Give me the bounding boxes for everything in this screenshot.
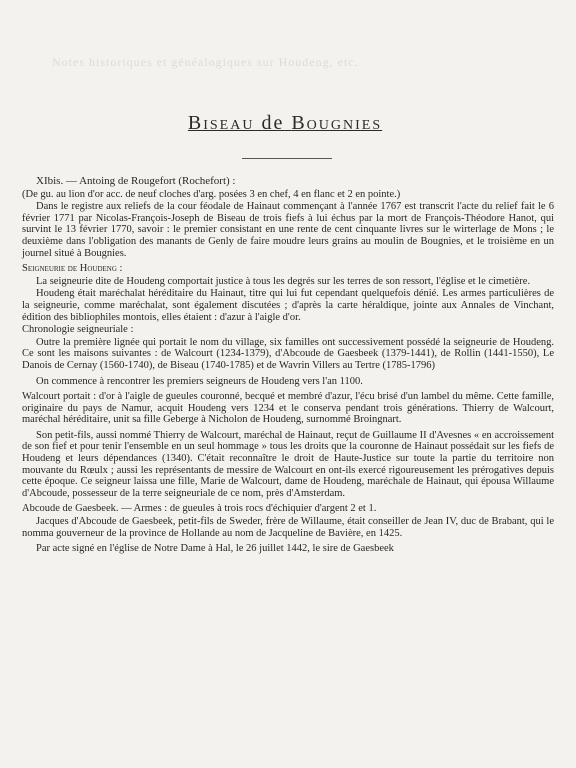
section-heading-chronologie: Chronologie seigneuriale : <box>22 324 134 336</box>
paragraph-walcourt: Walcourt portait : d'or à l'aigle de gueules couronné, becqué et membré d'azur, l'écu brisé d'un lambel du même. Cette famille, originaire du pays de Namur, acquit Houdeng vers 1234 et le conserva pendant trois générations. Thierry de Walcourt, maréchal héréditaire, unit sa fille Geberge à Nicholon de Houdeng, surnommé Broingnart. <box>22 391 554 426</box>
paragraph-marechalat: Houdeng était maréchalat héréditaire du Hainaut, titre qui lui fut cependant quelquefois dénié. Les armes particulières de la seigneurie, comme maréchalat, sont également discutées ; d'après la carte héraldique, jointe aux Annales de Vinchant, édition des bibliophiles montois, elles étaient : d'azur à l'aigle d'or. <box>22 288 554 323</box>
title-part1: Biseau <box>187 112 255 134</box>
paragraph-entry-heading: XIbis. — Antoing de Rougefort (Rochefort) : <box>36 175 236 187</box>
title-part2: de <box>261 112 285 134</box>
paragraph-petit-fils: Son petit-fils, aussi nommé Thierry de Walcourt, maréchal de Hainaut, reçut de Guillaume II d'Avesnes « en accroissement de son fief et pour tenir l'ensemble en un seul hommage » tous les droits que la couronne de Hainaut possédait sur les fiefs de Houdeng et leurs dépendances (1340). C'était reconnaître le droit de Haute-Justice sur toute la partie du territoire non mouvante du Rœulx ; aussi les représentants de messire de Walcourt en ont-ils exercé rigoureusement les prérogatives depuis cette époque. Ce seigneur laissa une fille, Marie de Walcourt, dame de Houdeng, maréchale de Hainaut, qui épousa Willaume d'Abcoude, possesseur de la terre seigneuriale de ce nom, près d'Amsterdam. <box>22 429 554 499</box>
paragraph-seigneurie: La seigneurie dite de Houdeng comportait justice à tous les degrés sur les terres de son ressort, l'église et le cimetière. <box>36 275 531 287</box>
paragraph-acte: Par acte signé en l'église de Notre Dame à Hal, le 26 juillet 1442, le sire de Gaesbeek <box>36 543 394 555</box>
paragraph-chronologie: Outre la première lignée qui portait le nom du village, six familles ont successivement possédé la seigneurie de Houdeng. Ce sont les maisons suivantes : de Walcourt (1234-1379), d'Abcoude de Gaesbeek (1379-1441), de Rollin (1441-1550), Le Danois de Cernay (1560-1740), de Biseau (1740-1785) et de Wavrin Villers au Tertre (1785-1796) <box>22 336 554 371</box>
section-heading-seigneurie: Seigneurie de Houdeng : <box>22 263 123 275</box>
paragraph-relief: Dans le registre aux reliefs de la cour féodale de Hainaut commençant à l'année 1767 est transcrit l'acte du relief fait le 6 février 1771 par Nicolas-François-Joseph de Biseau de trois fiefs à lui échus par la mort de François-Théodore Hanot, qui survint le 13 février 1770, savoir : le premier consistant en une rente de cent cinquante livres sur le wirterlage de Mons ; le deuxième dans l'obligation des manants de Genly de faire moudre leurs grains au moulin de Bougnies, et le troisième en un journel situé à Bougnies. <box>22 201 554 259</box>
paragraph-premiers-seigneurs: On commence à rencontrer les premiers seigneurs de Houdeng vers l'an 1100. <box>36 375 363 387</box>
page-title <box>150 112 420 135</box>
running-header: Notes historiques et généalogiques sur Houdeng, etc. <box>52 55 359 69</box>
paragraph-arms: (De gu. au lion d'or acc. de neuf cloches d'arg. posées 3 en chef, 4 en flanc et 2 en pointe.) <box>22 188 401 200</box>
body-text <box>22 176 554 556</box>
title-part3: Bougnies <box>291 112 383 134</box>
paragraph-jacques: Jacques d'Abcoude de Gaesbeek, petit-fils de Sweder, frère de Willaume, était conseiller de Jean IV, duc de Brabant, qui le nomma gouverneur de la province de Hollande au nom de Jacqueline de Bavière, en 1425. <box>22 516 554 539</box>
paragraph-abcoude-armes: Abcoude de Gaesbeek. — Armes : de gueules à trois rocs d'échiquier d'argent 2 et 1. <box>22 503 377 515</box>
title-divider <box>242 158 332 159</box>
